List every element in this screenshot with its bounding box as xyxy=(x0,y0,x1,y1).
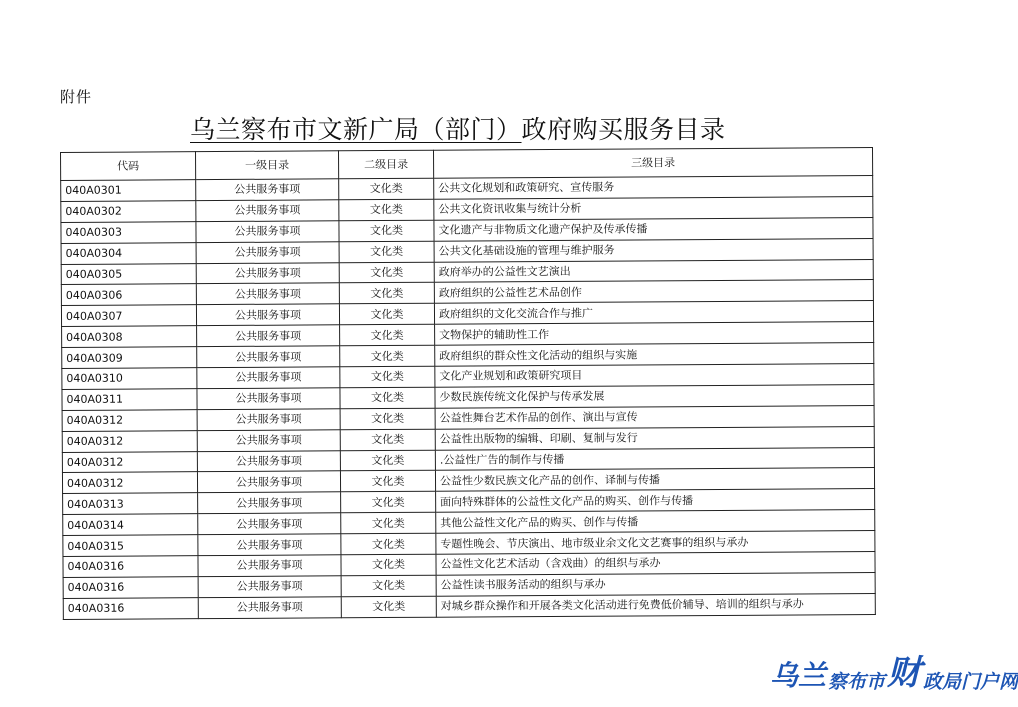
cell-level3: 文化产业规划和政策研究项目 xyxy=(435,364,874,388)
cell-level3: 对城乡群众操作和开展各类文化活动进行免费低价辅导、培训的组织与承办 xyxy=(436,593,875,617)
cell-code: 040A0316 xyxy=(63,556,198,578)
cell-level3: 政府组织的群众性文化活动的组织与实施 xyxy=(435,343,874,367)
header-level2: 二级目录 xyxy=(338,150,433,179)
cell-level1: 公共服务事项 xyxy=(196,262,339,284)
cell-code: 040A0312 xyxy=(62,430,197,452)
cell-code: 040A0307 xyxy=(61,305,196,327)
cell-level1: 公共服务事项 xyxy=(198,597,341,619)
cell-level1: 公共服务事项 xyxy=(197,388,340,410)
cell-level3: 少数民族传统文化保护与传承发展 xyxy=(435,384,874,408)
cell-level3: 政府组织的公益性艺术品创作 xyxy=(434,280,873,304)
cell-level2: 文化类 xyxy=(340,366,435,387)
cell-code: 040A0316 xyxy=(63,597,198,619)
cell-level2: 文化类 xyxy=(340,345,435,366)
catalog-table-container xyxy=(60,147,875,620)
portal-watermark-logo xyxy=(770,645,1018,694)
cell-level2: 文化类 xyxy=(339,220,434,241)
catalog-table-body xyxy=(61,176,876,620)
catalog-table xyxy=(60,147,876,620)
cell-level2: 文化类 xyxy=(339,283,434,304)
cell-level2: 文化类 xyxy=(340,408,435,429)
table-row xyxy=(63,593,875,619)
cell-level3: 公益性舞台艺术作品的创作、演出与宣传 xyxy=(435,405,874,429)
cell-code: 040A0306 xyxy=(61,284,196,306)
watermark-part-1: 乌兰 xyxy=(770,659,827,692)
cell-code: 040A0312 xyxy=(62,409,197,431)
cell-level3: .公益性广告的制作与传播 xyxy=(435,447,874,471)
cell-level3: 文化遗产与非物质文化遗产保护及传承传播 xyxy=(434,217,873,241)
watermark-part-3: 财 xyxy=(887,653,922,693)
header-level1: 一级目录 xyxy=(196,151,339,180)
cell-level3: 文物保护的辅助性工作 xyxy=(435,322,874,346)
cell-level2: 文化类 xyxy=(339,262,434,283)
cell-level2: 文化类 xyxy=(339,241,434,262)
cell-level2: 文化类 xyxy=(339,199,434,220)
cell-code: 040A0312 xyxy=(62,472,197,494)
cell-code: 040A0316 xyxy=(63,577,198,599)
cell-code: 040A0308 xyxy=(62,326,197,348)
cell-level2: 文化类 xyxy=(341,554,436,575)
cell-level3: 公益性文化艺术活动（含戏曲）的组织与承办 xyxy=(436,552,875,576)
cell-level3: 政府举办的公益性文艺演出 xyxy=(434,259,873,283)
cell-level2: 文化类 xyxy=(339,178,434,199)
cell-level2: 文化类 xyxy=(340,429,435,450)
cell-code: 040A0314 xyxy=(63,514,198,536)
document-title-catalog: 政府购买服务目录 xyxy=(521,115,726,144)
cell-level1: 公共服务事项 xyxy=(198,492,341,514)
annex-label: 附件 xyxy=(60,88,93,106)
cell-code: 040A0305 xyxy=(61,263,196,285)
cell-code: 040A0301 xyxy=(61,180,196,202)
watermark-part-4: 政局门户网 xyxy=(923,671,1018,693)
cell-level3: 面向特殊群体的公益性文化产品的购买、创作与传播 xyxy=(436,489,875,513)
cell-code: 040A0310 xyxy=(62,368,197,390)
cell-level1: 公共服务事项 xyxy=(197,367,340,389)
cell-level1: 公共服务事项 xyxy=(196,179,339,201)
header-code: 代码 xyxy=(61,152,196,181)
cell-level1: 公共服务事项 xyxy=(198,576,341,598)
cell-level1: 公共服务事项 xyxy=(197,325,340,347)
document-title-department: 乌兰察布市文新广局（部门） xyxy=(190,115,522,144)
cell-level1: 公共服务事项 xyxy=(196,304,339,326)
cell-level3: 公益性读书服务活动的组织与承办 xyxy=(436,572,875,596)
cell-code: 040A0315 xyxy=(63,535,198,557)
cell-level2: 文化类 xyxy=(341,492,436,513)
cell-level1: 公共服务事项 xyxy=(196,283,339,305)
cell-level1: 公共服务事项 xyxy=(197,346,340,368)
cell-code: 040A0311 xyxy=(62,389,197,411)
cell-level3: 其他公益性文化产品的购买、创作与传播 xyxy=(436,510,875,534)
cell-level1: 公共服务事项 xyxy=(197,409,340,431)
cell-level3: 专题性晚会、节庆演出、地市级业余文化文艺赛事的组织与承办 xyxy=(436,531,875,555)
cell-level1: 公共服务事项 xyxy=(198,513,341,535)
cell-code: 040A0309 xyxy=(62,347,197,369)
cell-level2: 文化类 xyxy=(340,471,435,492)
cell-level3: 公共文化资讯收集与统计分析 xyxy=(434,196,873,220)
cell-level2: 文化类 xyxy=(340,450,435,471)
cell-level3: 政府组织的文化交流合作与推广 xyxy=(434,301,873,325)
cell-level1: 公共服务事项 xyxy=(196,221,339,243)
cell-code: 040A0304 xyxy=(61,242,196,264)
cell-level1: 公共服务事项 xyxy=(197,450,340,472)
cell-level3: 公益性出版物的编辑、印刷、复制与发行 xyxy=(435,426,874,450)
cell-code: 040A0302 xyxy=(61,201,196,223)
cell-level2: 文化类 xyxy=(340,387,435,408)
cell-code: 040A0303 xyxy=(61,221,196,243)
header-level3: 三级目录 xyxy=(433,148,872,179)
cell-level2: 文化类 xyxy=(341,512,436,533)
cell-level1: 公共服务事项 xyxy=(196,200,339,222)
watermark-part-2: 察布市 xyxy=(828,671,886,693)
cell-level3: 公益性少数民族文化产品的创作、译制与传播 xyxy=(435,468,874,492)
cell-code: 040A0313 xyxy=(63,493,198,515)
document-title xyxy=(190,110,726,146)
cell-level1: 公共服务事项 xyxy=(196,241,339,263)
cell-level1: 公共服务事项 xyxy=(197,471,340,493)
cell-level2: 文化类 xyxy=(341,596,436,617)
cell-level3: 公共文化基础设施的管理与维护服务 xyxy=(434,238,873,262)
cell-level1: 公共服务事项 xyxy=(197,429,340,451)
cell-level2: 文化类 xyxy=(339,304,434,325)
cell-level3: 公共文化规划和政策研究、宣传服务 xyxy=(434,176,873,200)
cell-code: 040A0312 xyxy=(62,451,197,473)
cell-level2: 文化类 xyxy=(341,533,436,554)
cell-level1: 公共服务事项 xyxy=(198,555,341,577)
cell-level2: 文化类 xyxy=(340,324,435,345)
cell-level1: 公共服务事项 xyxy=(198,534,341,556)
cell-level2: 文化类 xyxy=(341,575,436,596)
